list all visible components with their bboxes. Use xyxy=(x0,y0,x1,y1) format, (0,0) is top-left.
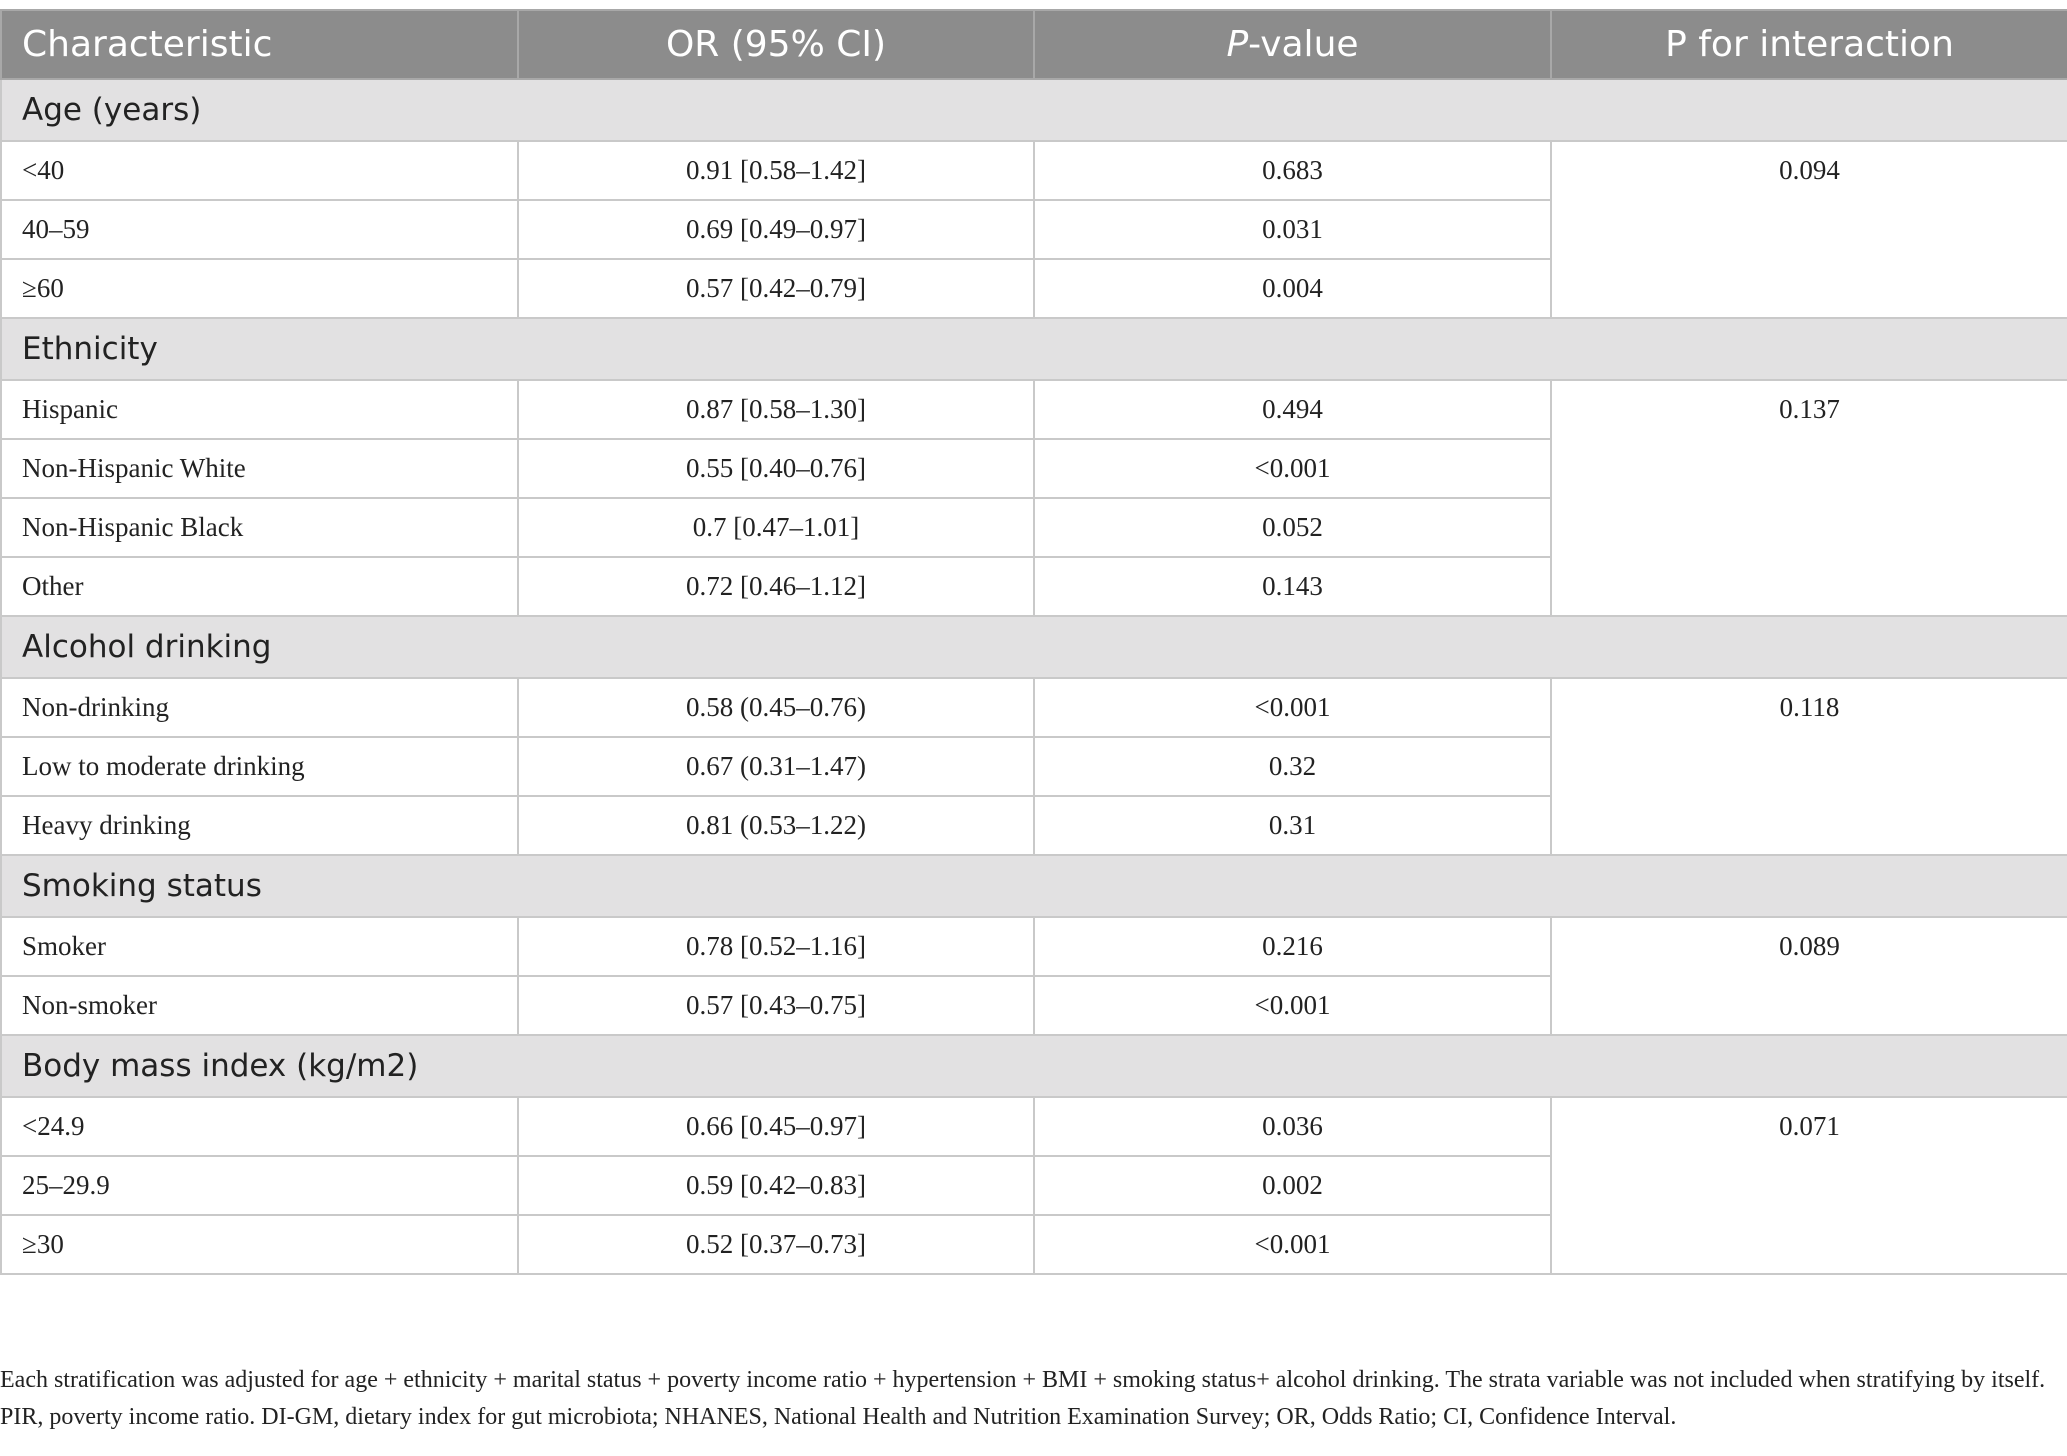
row-p: 0.031 xyxy=(1034,200,1551,259)
table-row xyxy=(1,141,2067,200)
row-p: 0.216 xyxy=(1034,917,1551,976)
row-interaction: 0.137 xyxy=(1551,380,2067,616)
row-or: 0.78 [0.52–1.16] xyxy=(518,917,1034,976)
row-label: Non-drinking xyxy=(1,678,518,737)
row-p: 0.002 xyxy=(1034,1156,1551,1215)
row-or: 0.72 [0.46–1.12] xyxy=(518,557,1034,616)
row-interaction: 0.118 xyxy=(1551,678,2067,855)
row-label: Non-Hispanic Black xyxy=(1,498,518,557)
table-header-row xyxy=(1,10,2067,79)
row-or: 0.57 [0.43–0.75] xyxy=(518,976,1034,1035)
row-label: <24.9 xyxy=(1,1097,518,1156)
table-footnote: Each stratification was adjusted for age + ethnicity + marital status + poverty income ratio + hypertension + BMI + smoking status+ alcohol drinking. The strata variable was not included when stratifying by itself. PIR, poverty income ratio. DI-GM, dietary index for gut microbiota; NHANES, National Health and Nutrition Examination Survey; OR, Odds Ratio; CI, Confidence Interval. xyxy=(0,1367,2046,1430)
row-p: 0.004 xyxy=(1034,259,1551,318)
section-title: Smoking status xyxy=(1,855,2067,917)
row-or: 0.91 [0.58–1.42] xyxy=(518,141,1034,200)
row-or: 0.66 [0.45–0.97] xyxy=(518,1097,1034,1156)
section-title: Age (years) xyxy=(1,79,2067,141)
row-p: 0.31 xyxy=(1034,796,1551,855)
header-p-italic: P xyxy=(1226,24,1249,65)
row-label: Smoker xyxy=(1,917,518,976)
stratified-analysis-table xyxy=(0,9,2067,1275)
row-interaction: 0.071 xyxy=(1551,1097,2067,1274)
row-p: 0.052 xyxy=(1034,498,1551,557)
row-label: ≥60 xyxy=(1,259,518,318)
row-or: 0.59 [0.42–0.83] xyxy=(518,1156,1034,1215)
section-row-ethnicity xyxy=(1,318,2067,380)
row-p: 0.494 xyxy=(1034,380,1551,439)
row-label: ≥30 xyxy=(1,1215,518,1274)
row-p: <0.001 xyxy=(1034,439,1551,498)
row-interaction: 0.094 xyxy=(1551,141,2067,318)
row-label: 40–59 xyxy=(1,200,518,259)
header-p-rest: -value xyxy=(1248,24,1359,65)
row-interaction: 0.089 xyxy=(1551,917,2067,1035)
row-or: 0.52 [0.37–0.73] xyxy=(518,1215,1034,1274)
section-title: Body mass index (kg/m2) xyxy=(1,1035,2067,1097)
table-row xyxy=(1,917,2067,976)
row-or: 0.67 (0.31–1.47) xyxy=(518,737,1034,796)
row-or: 0.7 [0.47–1.01] xyxy=(518,498,1034,557)
row-label: Non-smoker xyxy=(1,976,518,1035)
row-or: 0.58 (0.45–0.76) xyxy=(518,678,1034,737)
row-or: 0.57 [0.42–0.79] xyxy=(518,259,1034,318)
table-row xyxy=(1,678,2067,737)
table-row xyxy=(1,1097,2067,1156)
row-or: 0.55 [0.40–0.76] xyxy=(518,439,1034,498)
row-or: 0.87 [0.58–1.30] xyxy=(518,380,1034,439)
row-label: Heavy drinking xyxy=(1,796,518,855)
row-p: 0.32 xyxy=(1034,737,1551,796)
row-or: 0.69 [0.49–0.97] xyxy=(518,200,1034,259)
section-title: Ethnicity xyxy=(1,318,2067,380)
table-row xyxy=(1,380,2067,439)
header-p-value xyxy=(1034,10,1551,79)
section-row-smoking xyxy=(1,855,2067,917)
row-label: Low to moderate drinking xyxy=(1,737,518,796)
section-row-alcohol xyxy=(1,616,2067,678)
header-or-ci: OR (95% CI) xyxy=(518,10,1034,79)
row-label: <40 xyxy=(1,141,518,200)
row-p: 0.143 xyxy=(1034,557,1551,616)
section-row-age xyxy=(1,79,2067,141)
section-row-bmi xyxy=(1,1035,2067,1097)
row-p: <0.001 xyxy=(1034,976,1551,1035)
row-p: 0.036 xyxy=(1034,1097,1551,1156)
row-label: Hispanic xyxy=(1,380,518,439)
header-p-interaction: P for interaction xyxy=(1551,10,2067,79)
row-or: 0.81 (0.53–1.22) xyxy=(518,796,1034,855)
header-characteristic: Characteristic xyxy=(1,10,518,79)
row-label: Other xyxy=(1,557,518,616)
row-p: 0.683 xyxy=(1034,141,1551,200)
row-label: 25–29.9 xyxy=(1,1156,518,1215)
section-title: Alcohol drinking xyxy=(1,616,2067,678)
row-p: <0.001 xyxy=(1034,1215,1551,1274)
row-label: Non-Hispanic White xyxy=(1,439,518,498)
row-p: <0.001 xyxy=(1034,678,1551,737)
